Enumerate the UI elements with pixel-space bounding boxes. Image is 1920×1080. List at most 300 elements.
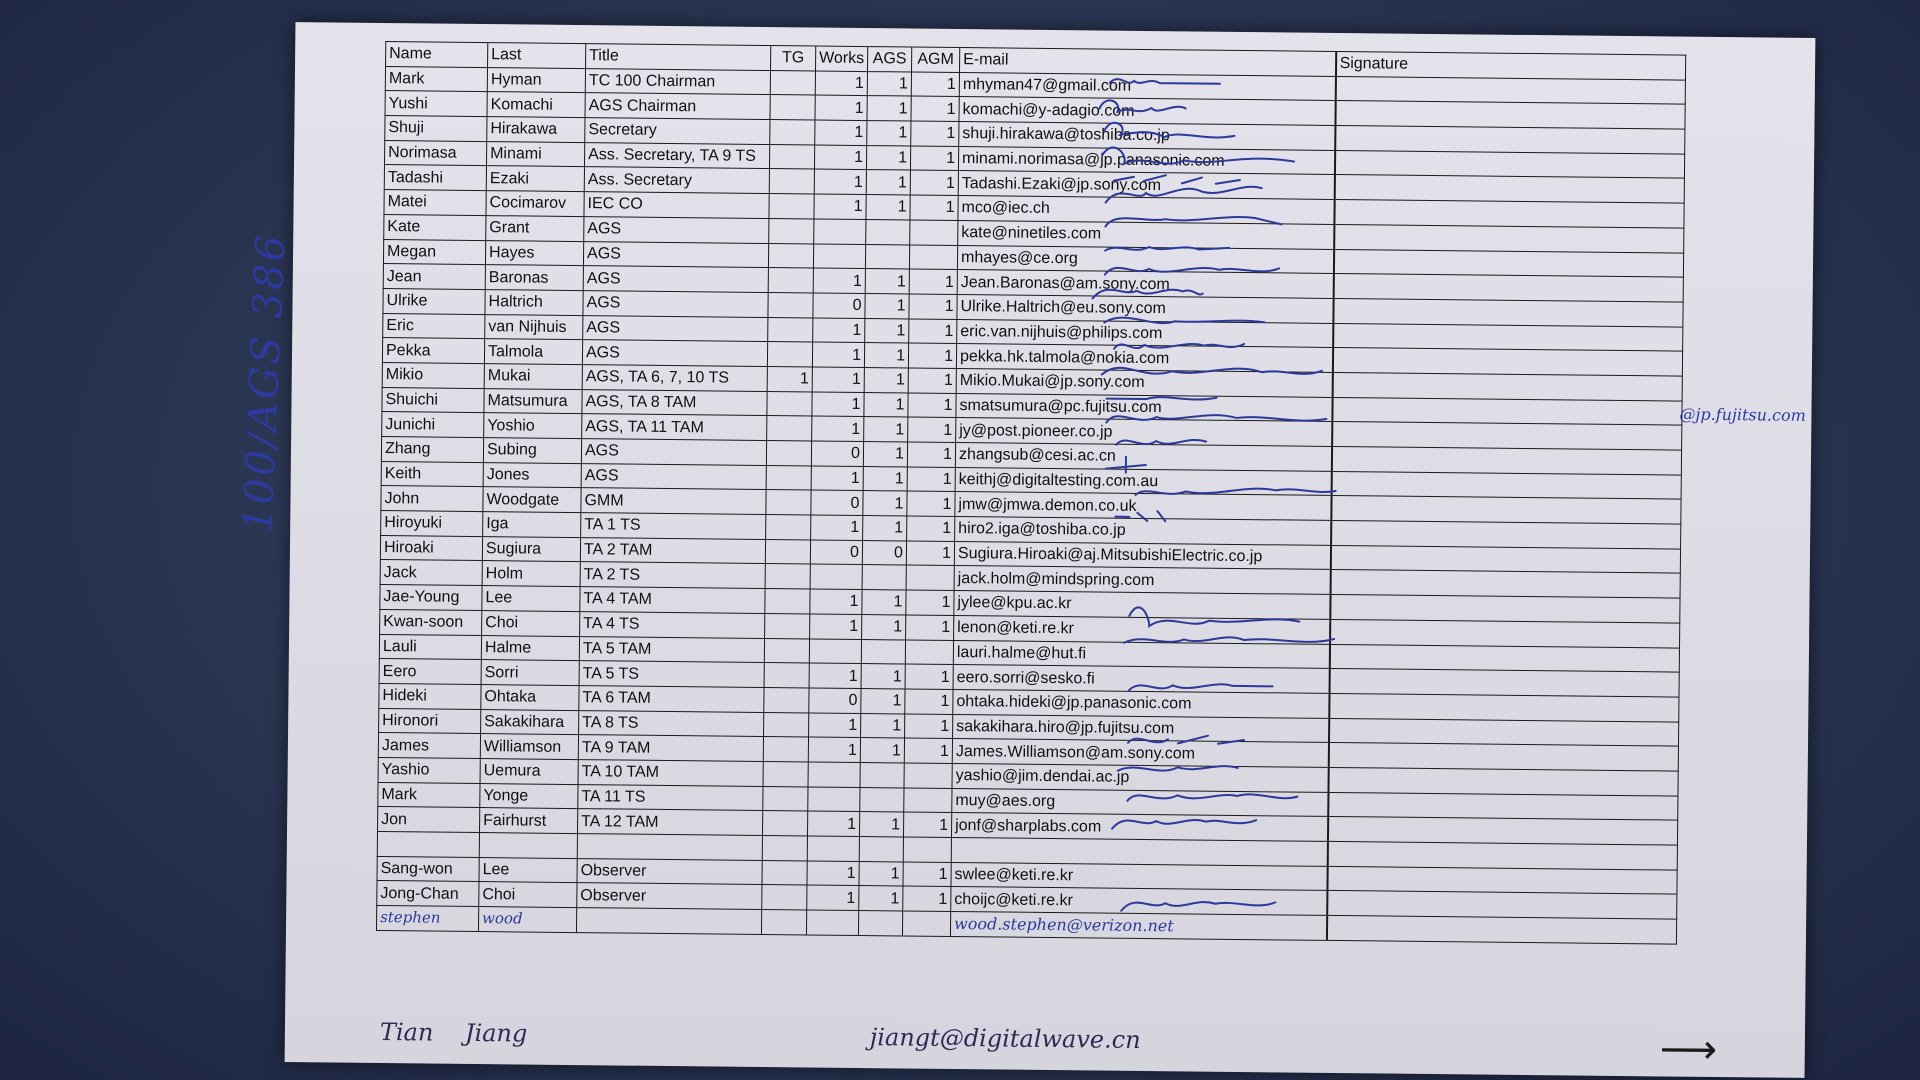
cell-last: Hirakawa <box>487 117 585 143</box>
cell-ags: 1 <box>867 96 911 121</box>
cell-signature <box>1331 521 1681 549</box>
cell-signature <box>1331 446 1681 474</box>
cell-agm: 1 <box>905 714 953 739</box>
cell-tg <box>765 539 810 564</box>
cell-title: AGS, TA 11 TAM <box>582 414 767 441</box>
cell-email: Jean.Baronas@am.sony.com <box>957 270 1333 299</box>
cell-title: TA 5 TAM <box>579 636 764 663</box>
cell-works: 1 <box>809 663 861 688</box>
cell-last: Sorri <box>481 660 579 686</box>
cell-empty <box>479 833 577 859</box>
cell-agm: 1 <box>909 319 957 344</box>
cell-title: AGS <box>583 241 768 268</box>
cell-name: Jong-Chan <box>377 881 479 907</box>
cell-empty <box>576 908 761 935</box>
cell-agm: 1 <box>906 615 954 640</box>
cell-works: 0 <box>811 490 863 515</box>
cell-ags: 1 <box>861 713 905 738</box>
cell-ags <box>860 762 904 787</box>
cell-agm: 1 <box>910 170 958 195</box>
cell-ags: 1 <box>862 614 906 639</box>
cell-works <box>808 762 860 787</box>
cell-title: Observer <box>577 858 762 885</box>
cell-name: Sang-won <box>377 856 479 882</box>
cell-ags: 1 <box>861 688 905 713</box>
cell-title: TA 5 TS <box>579 661 764 688</box>
cell-signature <box>1330 595 1680 623</box>
cell-name: Hironori <box>379 708 481 734</box>
cell-agm: 1 <box>903 812 951 837</box>
cell-email: ohtaka.hideki@jp.panasonic.com <box>953 689 1329 718</box>
cell-tg <box>765 613 810 638</box>
cell-agm: 1 <box>909 294 957 319</box>
cell-email: lenon@keti.re.kr <box>954 615 1330 644</box>
cell-ags: 1 <box>859 812 903 837</box>
cell-last: Komachi <box>487 92 585 118</box>
cell-title: Ass. Secretary, TA 9 TS <box>584 142 769 169</box>
cell-email: sakakihara.hiro@jp.fujitsu.com <box>953 714 1329 743</box>
cell-works: 1 <box>813 268 865 293</box>
cell-agm: 1 <box>903 862 951 887</box>
cell-title: TA 10 TAM <box>578 760 763 787</box>
cell-ags: 1 <box>859 886 903 911</box>
cell-signature <box>1328 767 1678 795</box>
cell-name: Matei <box>384 190 486 216</box>
cell-empty <box>807 836 859 861</box>
cell-title: AGS <box>582 340 767 367</box>
cell-last: Haltrich <box>485 289 583 315</box>
cell-tg <box>766 515 811 540</box>
cell-signature <box>1332 348 1682 376</box>
cell-agm: 1 <box>907 442 955 467</box>
cell-handwritten: stephen <box>376 906 478 932</box>
cell-agm <box>906 565 954 590</box>
cell-ags: 1 <box>863 466 907 491</box>
cell-agm: 1 <box>910 195 958 220</box>
cell-ags: 1 <box>866 195 910 220</box>
cell-ags: 1 <box>863 442 907 467</box>
cell-name: Jon <box>378 807 480 833</box>
cell-email: Mikio.Mukai@jp.sony.com <box>956 368 1332 397</box>
cell-email: mhayes@ce.org <box>957 245 1333 274</box>
cell-ags: 1 <box>860 738 904 763</box>
cell-name: Shuji <box>385 116 487 142</box>
cell-name: Keith <box>381 461 483 487</box>
cell-empty <box>577 834 762 861</box>
cell-name: Mikio <box>382 362 484 388</box>
cell-signature <box>1334 224 1684 252</box>
cell-ags: 1 <box>862 590 906 615</box>
cell-ags: 1 <box>866 145 910 170</box>
cell-name: Hideki <box>379 683 481 709</box>
cell-title: Observer <box>577 883 762 910</box>
cell-empty <box>761 910 806 935</box>
cell-agm: 1 <box>904 738 952 763</box>
cell-agm <box>909 245 957 270</box>
cell-name: Mark <box>378 782 480 808</box>
cell-agm: 1 <box>908 417 956 442</box>
cell-tg <box>765 589 810 614</box>
cell-tg <box>764 663 809 688</box>
cell-last: Halme <box>481 635 579 661</box>
cell-works: 0 <box>811 441 863 466</box>
cell-tg <box>767 342 812 367</box>
cell-name: Megan <box>383 239 485 265</box>
cell-works <box>813 244 865 269</box>
cell-email: choijc@keti.re.kr <box>951 887 1327 916</box>
cell-last: Choi <box>479 882 577 908</box>
cell-name: Hiroaki <box>380 535 482 561</box>
cell-signature <box>1327 817 1677 845</box>
cell-email: jy@post.pioneer.co.jp <box>956 418 1332 447</box>
cell-last: Sakakihara <box>481 709 579 735</box>
cell-works: 1 <box>812 342 864 367</box>
cell-ags: 1 <box>863 516 907 541</box>
cell-tg <box>769 194 814 219</box>
cell-tg <box>769 169 814 194</box>
cell-last: Holm <box>482 561 580 587</box>
cell-name: Zhang <box>381 436 483 462</box>
cell-email: shuji.hirakawa@toshiba.co.jp <box>959 122 1335 151</box>
cell-ags: 1 <box>864 392 908 417</box>
cell-empty <box>1326 915 1676 943</box>
cell-works: 1 <box>811 515 863 540</box>
cell-tg <box>764 638 809 663</box>
cell-works: 1 <box>811 466 863 491</box>
cell-empty <box>902 911 950 936</box>
cell-ags: 1 <box>863 491 907 516</box>
cell-works: 1 <box>814 169 866 194</box>
cell-works: 0 <box>809 688 861 713</box>
cell-agm: 1 <box>905 664 953 689</box>
cell-ags: 1 <box>867 121 911 146</box>
cell-agm: 1 <box>911 121 959 146</box>
column-header: Works <box>816 46 868 71</box>
cell-title: AGS <box>581 463 766 490</box>
cell-tg <box>770 95 815 120</box>
cell-last: Williamson <box>480 734 578 760</box>
cell-tg <box>768 268 813 293</box>
cell-email: pekka.hk.talmola@nokia.com <box>956 344 1332 373</box>
cell-name: Lauli <box>379 634 481 660</box>
cell-title: TA 1 TS <box>581 513 766 540</box>
cell-email: komachi@y-adagio.com <box>959 97 1335 126</box>
cell-tg <box>763 737 808 762</box>
cell-empty <box>858 911 902 936</box>
cell-signature <box>1335 101 1685 129</box>
cell-name: Eero <box>379 659 481 685</box>
cell-signature <box>1327 891 1677 919</box>
cell-empty <box>1327 841 1677 869</box>
cell-works <box>808 787 860 812</box>
cell-email: James.Williamson@am.sony.com <box>952 739 1328 768</box>
cell-email: jonf@sharplabs.com <box>951 813 1327 842</box>
cell-title: AGS, TA 8 TAM <box>582 389 767 416</box>
cell-email: kate@ninetiles.com <box>958 220 1334 249</box>
cell-works: 1 <box>815 95 867 120</box>
cell-last: Lee <box>479 857 577 883</box>
cell-email: swlee@keti.re.kr <box>951 862 1327 891</box>
cell-signature <box>1333 274 1683 302</box>
cell-works: 1 <box>814 194 866 219</box>
cell-ags: 1 <box>861 664 905 689</box>
cell-empty <box>377 831 479 857</box>
cell-email: jylee@kpu.ac.kr <box>954 591 1330 620</box>
cell-title: TA 2 TS <box>580 562 765 589</box>
cell-name: Pekka <box>382 338 484 364</box>
cell-last: Baronas <box>485 265 583 291</box>
cell-last: Choi <box>482 610 580 636</box>
cell-email: eric.van.nijhuis@philips.com <box>957 319 1333 348</box>
cell-title: TA 9 TAM <box>578 735 763 762</box>
cell-agm: 1 <box>903 886 951 911</box>
cell-email: eero.sorri@sesko.fi <box>953 665 1329 694</box>
cell-name: Kwan-soon <box>380 609 482 635</box>
column-header: Title <box>586 44 771 71</box>
column-header: TG <box>771 46 816 71</box>
cell-last: van Nijhuis <box>485 314 583 340</box>
cell-signature <box>1332 397 1682 425</box>
cell-ags: 1 <box>865 318 909 343</box>
cell-title: AGS <box>583 266 768 293</box>
cell-agm: 1 <box>907 516 955 541</box>
cell-name: John <box>381 486 483 512</box>
cell-name: Jean <box>383 264 485 290</box>
cell-signature <box>1333 298 1683 326</box>
cell-title: AGS <box>583 315 768 342</box>
cell-tg <box>767 391 812 416</box>
cell-title: TC 100 Chairman <box>585 68 770 95</box>
cell-empty <box>806 910 858 935</box>
cell-last: Iga <box>483 512 581 538</box>
cell-email: lauri.halme@hut.fi <box>953 640 1329 669</box>
cell-agm <box>904 788 952 813</box>
cell-name: Kate <box>384 214 486 240</box>
cell-agm: 1 <box>910 146 958 171</box>
cell-signature <box>1335 76 1685 104</box>
cell-name: Hiroyuki <box>381 511 483 537</box>
cell-tg <box>766 441 811 466</box>
cell-title: AGS <box>583 290 768 317</box>
cell-agm: 1 <box>911 72 959 97</box>
cell-tg <box>768 243 813 268</box>
cell-works: 1 <box>812 392 864 417</box>
cell-tg <box>770 70 815 95</box>
cell-title: TA 6 TAM <box>579 685 764 712</box>
cell-last: Talmola <box>484 339 582 365</box>
cell-signature <box>1329 644 1679 672</box>
cell-works <box>810 564 862 589</box>
cell-email: jmw@jmwa.demon.co.uk <box>955 492 1331 521</box>
cell-tg <box>769 218 814 243</box>
cell-ags: 0 <box>862 540 906 565</box>
cell-handwritten: wood.stephen@verizon.net <box>950 912 1326 941</box>
cell-signature <box>1334 175 1684 203</box>
cell-email: hiro2.iga@toshiba.co.jp <box>955 517 1331 546</box>
cell-signature <box>1334 150 1684 178</box>
cell-email: muy@aes.org <box>952 788 1328 817</box>
cell-ags: 1 <box>865 293 909 318</box>
cell-last: Yoshio <box>484 413 582 439</box>
cell-email: mhyman47@gmail.com <box>959 72 1335 101</box>
cell-works: 1 <box>813 318 865 343</box>
cell-works: 1 <box>815 71 867 96</box>
cell-agm: 1 <box>906 541 954 566</box>
cell-empty <box>762 836 807 861</box>
cell-signature <box>1329 693 1679 721</box>
cell-tg <box>763 761 808 786</box>
cell-ags: 1 <box>864 343 908 368</box>
cell-last: Lee <box>482 586 580 612</box>
cell-title: TA 12 TAM <box>578 809 763 836</box>
cell-email: jack.holm@mindspring.com <box>954 566 1330 595</box>
cell-tg <box>764 712 809 737</box>
cell-signature <box>1331 471 1681 499</box>
cell-signature <box>1330 570 1680 598</box>
cell-signature <box>1333 249 1683 277</box>
cell-signature <box>1329 669 1679 697</box>
cell-email: Tadashi.Ezaki@jp.sony.com <box>958 171 1334 200</box>
cell-works: 1 <box>810 589 862 614</box>
cell-ags <box>860 787 904 812</box>
cell-signature <box>1334 200 1684 228</box>
column-header: Last <box>488 43 586 69</box>
cell-name: Yushi <box>385 91 487 117</box>
cell-last: Yonge <box>480 783 578 809</box>
cell-last: Ohtaka <box>481 684 579 710</box>
cell-title: TA 4 TS <box>580 611 765 638</box>
cell-tg <box>763 786 808 811</box>
cell-agm: 1 <box>908 393 956 418</box>
cell-ags: 1 <box>859 861 903 886</box>
cell-title: Ass. Secretary <box>584 167 769 194</box>
column-header: E-mail <box>959 48 1335 77</box>
cell-email: mco@iec.ch <box>958 196 1334 225</box>
cell-works: 1 <box>807 811 859 836</box>
cell-agm: 1 <box>908 368 956 393</box>
cell-last: Hyman <box>487 67 585 93</box>
cell-name: James <box>378 733 480 759</box>
cell-tg <box>766 465 811 490</box>
column-header: AGS <box>868 47 912 72</box>
cell-last: Woodgate <box>483 487 581 513</box>
cell-works: 1 <box>809 713 861 738</box>
footer-handwritten-email: jiangt@digitalwave.cn <box>869 1023 1141 1054</box>
cell-ags <box>865 244 909 269</box>
cell-title: TA 4 TAM <box>580 587 765 614</box>
cell-title: Secretary <box>585 118 770 145</box>
cell-last: Subing <box>483 438 581 464</box>
column-header: Signature <box>1335 51 1685 79</box>
cell-tg: 1 <box>767 366 812 391</box>
cell-ags <box>866 219 910 244</box>
cell-signature <box>1328 792 1678 820</box>
cell-name: Junichi <box>382 412 484 438</box>
cell-ags: 1 <box>864 417 908 442</box>
document-reference-handwritten: 100/AGS 386 <box>235 231 295 534</box>
cell-signature <box>1330 619 1680 647</box>
cell-works: 1 <box>812 367 864 392</box>
cell-works: 1 <box>812 416 864 441</box>
cell-title: AGS <box>581 439 766 466</box>
cell-works <box>809 638 861 663</box>
cell-signature <box>1327 866 1677 894</box>
cell-ags <box>862 565 906 590</box>
cell-last: Fairhurst <box>480 808 578 834</box>
cell-agm: 1 <box>905 689 953 714</box>
cell-last: Jones <box>483 462 581 488</box>
cell-title: AGS Chairman <box>585 93 770 120</box>
cell-agm: 1 <box>908 343 956 368</box>
cell-signature <box>1330 545 1680 573</box>
cell-agm: 1 <box>909 269 957 294</box>
cell-works: 0 <box>810 540 862 565</box>
cell-handwritten: wood <box>478 907 576 933</box>
cell-name: Eric <box>383 313 485 339</box>
cell-works: 0 <box>813 293 865 318</box>
cell-name: Ulrike <box>383 288 485 314</box>
margin-note-handwritten: @jp.fujitsu.com <box>1679 404 1806 425</box>
cell-works: 1 <box>808 737 860 762</box>
cell-signature <box>1333 323 1683 351</box>
cell-last: Matsumura <box>484 388 582 414</box>
cell-agm: 1 <box>907 467 955 492</box>
cell-signature <box>1332 372 1682 400</box>
cell-agm: 1 <box>907 491 955 516</box>
cell-tg <box>762 811 807 836</box>
arrow-right-icon: ⟶ <box>1659 1027 1718 1073</box>
cell-last: Ezaki <box>486 166 584 192</box>
footer-handwritten-last: Jiang <box>464 1018 528 1048</box>
cell-signature <box>1328 718 1678 746</box>
cell-ags: 1 <box>864 367 908 392</box>
cell-tg <box>768 292 813 317</box>
cell-tg <box>769 144 814 169</box>
cell-title: GMM <box>581 488 766 515</box>
cell-last: Sugiura <box>482 536 580 562</box>
cell-tg <box>766 490 811 515</box>
cell-works: 1 <box>815 120 867 145</box>
cell-agm: 1 <box>911 96 959 121</box>
cell-email: minami.norimasa@jp.panasonic.com <box>958 146 1334 175</box>
cell-tg <box>768 317 813 342</box>
cell-agm: 1 <box>906 590 954 615</box>
cell-last: Grant <box>486 215 584 241</box>
cell-name: Yashio <box>378 757 480 783</box>
cell-signature <box>1331 496 1681 524</box>
cell-title: TA 2 TAM <box>580 537 765 564</box>
cell-empty <box>903 837 951 862</box>
cell-tg <box>767 416 812 441</box>
cell-title: IEC CO <box>584 192 769 219</box>
cell-tg <box>770 120 815 145</box>
cell-ags: 1 <box>865 269 909 294</box>
cell-works <box>814 219 866 244</box>
cell-tg <box>762 885 807 910</box>
cell-works: 1 <box>807 861 859 886</box>
cell-agm <box>904 763 952 788</box>
cell-name: Jae-Young <box>380 585 482 611</box>
cell-last: Minami <box>486 141 584 167</box>
footer-handwritten-name: Tian <box>379 1018 434 1047</box>
cell-signature <box>1335 126 1685 154</box>
cell-works: 1 <box>810 614 862 639</box>
column-header: Name <box>386 42 488 68</box>
cell-email: Ulrike.Haltrich@eu.sony.com <box>957 294 1333 323</box>
cell-title: TA 11 TS <box>578 784 763 811</box>
cell-ags <box>861 639 905 664</box>
cell-works: 1 <box>807 885 859 910</box>
